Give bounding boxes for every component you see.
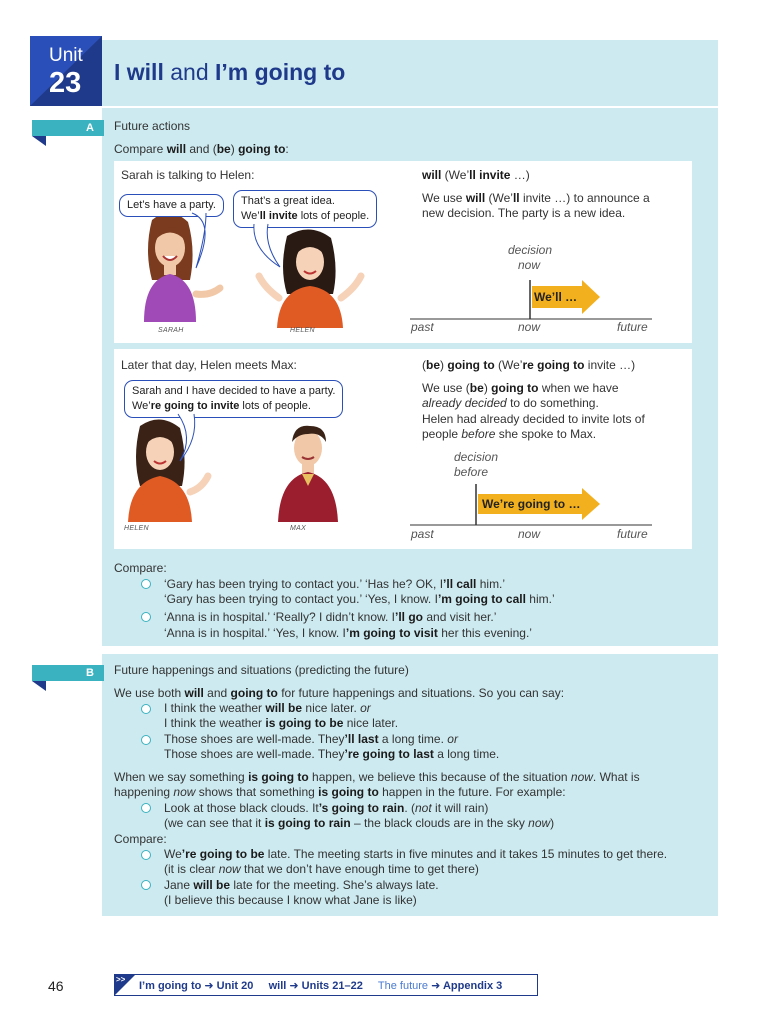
going-to-explanation-1: We use (be) going to when we have [422, 381, 619, 395]
unit-word: Unit [49, 45, 83, 66]
bullet [141, 735, 151, 745]
timeline2-past: past [411, 527, 434, 541]
timeline2-decision-before: before [454, 465, 489, 479]
bubble-tail-helen-2 [176, 413, 206, 465]
bullet [141, 803, 151, 813]
timeline2-future: future [617, 527, 648, 541]
ref-appendix-3[interactable]: The future ➜ Appendix 3 [377, 980, 503, 992]
b-example-1b: I think the weather is going to be nice later. [164, 716, 399, 730]
caption-helen: HELEN [290, 327, 315, 334]
b-example-4b: (it is clear now that we don’t have enough time to get there) [164, 862, 479, 876]
going-to-explanation-2: already decided to do something. [422, 396, 599, 410]
caption-sarah: SARAH [158, 327, 184, 334]
timeline2-decision: decision [454, 450, 499, 464]
bullet [141, 850, 151, 860]
example-1b: ‘Gary has been trying to contact you.’ ‘Yes, I know. I’m going to call him.’ [164, 592, 555, 606]
timeline1-decision-now: now [518, 258, 541, 272]
compare-label-a: Compare: [114, 561, 167, 575]
b-example-5b: (I believe this because I know what Jane is like) [164, 893, 417, 907]
caption-helen-2: HELEN [124, 525, 149, 532]
bubble-tail-sarah [190, 212, 218, 272]
b-example-3a: Look at those black clouds. It’s going to rain. (not it will rain) [164, 801, 489, 815]
arrow-well: We’ll … [534, 290, 578, 304]
b-paragraph-2: happening now shows that something is going to happen in the future. For example: [114, 785, 566, 799]
going-to-explanation-4: people before she spoke to Max. [422, 427, 597, 441]
timeline1-now: now [518, 320, 541, 334]
going-to-explanation-3: Helen had already decided to invite lots of [422, 412, 645, 426]
section-b-intro: We use both will and going to for future happenings and situations. So you can say: [114, 686, 565, 700]
timeline2-now: now [518, 527, 541, 541]
b-example-3b: (we can see that it is going to rain – the black clouds are in the sky now) [164, 816, 555, 830]
bullet [141, 880, 151, 890]
will-explanation-1: We use will (We’ll invite …) to announce a [422, 191, 650, 205]
section-b-tab: B [32, 665, 104, 681]
timeline1-decision: decision [508, 243, 553, 257]
compare-line: Compare will and (be) going to: [114, 142, 289, 156]
ref-unit-20[interactable]: I’m going to ➜ Unit 20 [139, 980, 254, 992]
example-2a: ‘Anna is in hospital.’ ‘Really? I didn’t know. I’ll go and visit her.’ [164, 610, 497, 624]
title-bar [102, 40, 718, 106]
cross-ref-marker-icon: >> [116, 975, 126, 984]
b-example-2a: Those shoes are well-made. They’ll last a long time. or [164, 732, 458, 746]
unit-number: 23 [49, 67, 82, 99]
bullet [141, 704, 151, 714]
will-heading: will (We’ll invite …) [422, 168, 530, 182]
section-b-heading: Future happenings and situations (predicting the future) [114, 663, 409, 677]
speech-bubble-helen: That’s a great idea. We’ll invite lots of people. [233, 190, 377, 228]
example-1a: ‘Gary has been trying to contact you.’ ‘Has he? OK, I’ll call him.’ [164, 577, 506, 591]
bullet [141, 612, 151, 622]
timeline1-future: future [617, 320, 648, 334]
unit-badge [30, 36, 102, 106]
arrow-were-going-to: We’re going to … [482, 497, 581, 511]
cross-reference-box [114, 974, 538, 996]
compare-label-b: Compare: [114, 832, 167, 846]
ref-units-21-22[interactable]: will ➜ Units 21–22 [268, 980, 363, 992]
caption-max: MAX [290, 525, 307, 532]
timeline1-past: past [411, 320, 434, 334]
scene2-intro: Later that day, Helen meets Max: [121, 358, 297, 372]
b-example-4a: We’re going to be late. The meeting starts in five minutes and it takes 15 minutes to get there. [164, 847, 668, 861]
speech-bubble-sarah: Let’s have a party. [119, 194, 224, 217]
timeline-1 [410, 276, 652, 324]
b-example-5a: Jane will be late for the meeting. She’s always late. [164, 878, 439, 892]
scene1-intro: Sarah is talking to Helen: [121, 168, 255, 182]
b-paragraph-1: When we say something is going to happen, we believe this because of the situation now. What is [114, 770, 640, 784]
b-example-2b: Those shoes are well-made. They’re going to last a long time. [164, 747, 500, 761]
section-a-tab: A [32, 120, 104, 136]
b-example-1a: I think the weather will be nice later. or [164, 701, 371, 715]
bubble-tail-helen [250, 223, 284, 271]
example-2b: ‘Anna is in hospital.’ ‘Yes, I know. I’m going to visit her this evening.’ [164, 626, 532, 640]
going-to-heading: (be) going to (We’re going to invite …) [422, 358, 636, 372]
page-title: I will and I’m going to [114, 59, 346, 85]
speech-bubble-helen-2: Sarah and I have decided to have a party. We’re going to invite lots of people. [124, 380, 343, 418]
section-a-heading: Future actions [114, 119, 191, 133]
bullet [141, 579, 151, 589]
page-number: 46 [48, 978, 64, 994]
max-illustration [268, 420, 348, 522]
will-explanation-2: new decision. The party is a new idea. [422, 206, 626, 220]
